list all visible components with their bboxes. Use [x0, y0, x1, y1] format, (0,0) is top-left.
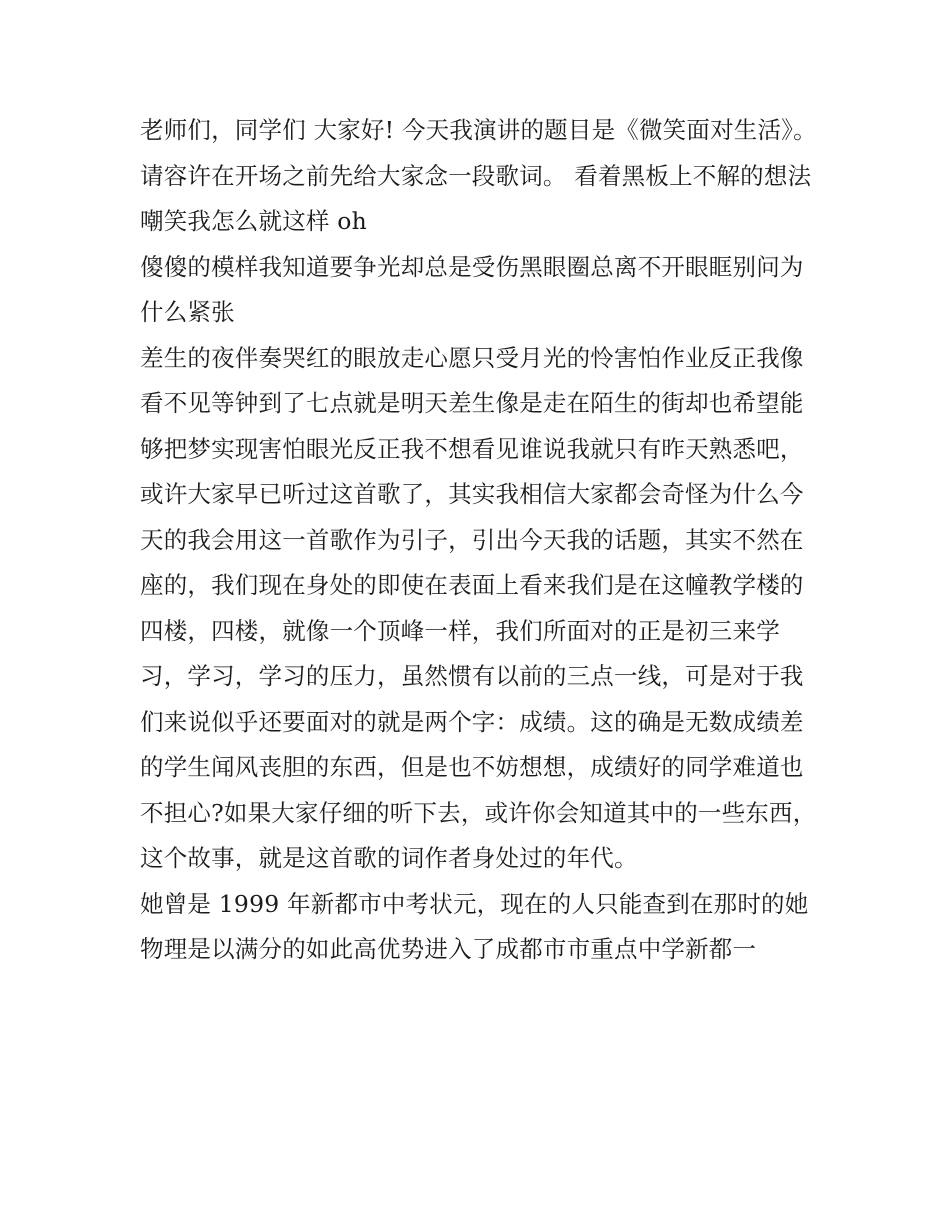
paragraph-lyrics-2: 差生的夜伴奏哭红的眼放走心愿只受月光的怜害怕作业反正我像看不见等钟到了七点就是明天差生像是走在陌生的街却也希望能够把梦实现害怕眼光反正我不想看见谁说我就只有昨天熟悉吧，或许大家早已听过这首歌了，其实我相信大家都会奇怪为什么今天的我会用这一首歌作为引子，引出今天我的话题，其实不然在座的，我们现在身处的即使在表面上看来我们是在这幢教学楼的四楼，四楼，就像一个顶峰一样，我们所面对的正是初三来学习，学习，学习的压力，虽然惯有以前的三点一线，可是对于我们来说似乎还要面对的就是两个字：成绩。这的确是无数成绩差的学生闻风丧胆的东西，但是也不妨想想，成绩好的同学难道也不担心?如果大家仔细的听下去，或许你会知道其中的一些东西，这个故事，就是这首歌的词作者身处过的年代。 [140, 343, 817, 872]
paragraph-lyrics-1: 傻傻的模样我知道要争光却总是受伤黑眼圈总离不开眼眶别问为什么紧张 [140, 252, 804, 326]
paragraph-intro: 老师们，同学们 大家好! 今天我演讲的题目是《微笑面对生活》。请容许在开场之前先给大家念一段歌词。 看着黑板上不解的想法嘲笑我怎么就这样 oh [140, 116, 817, 235]
document-page [140, 108, 820, 973]
paragraph-story: 她曾是 1999 年新都市中考状元，现在的人只能查到在那时的她物理是以满分的如此高优势进入了成都市市重点中学新都一 [140, 889, 809, 963]
